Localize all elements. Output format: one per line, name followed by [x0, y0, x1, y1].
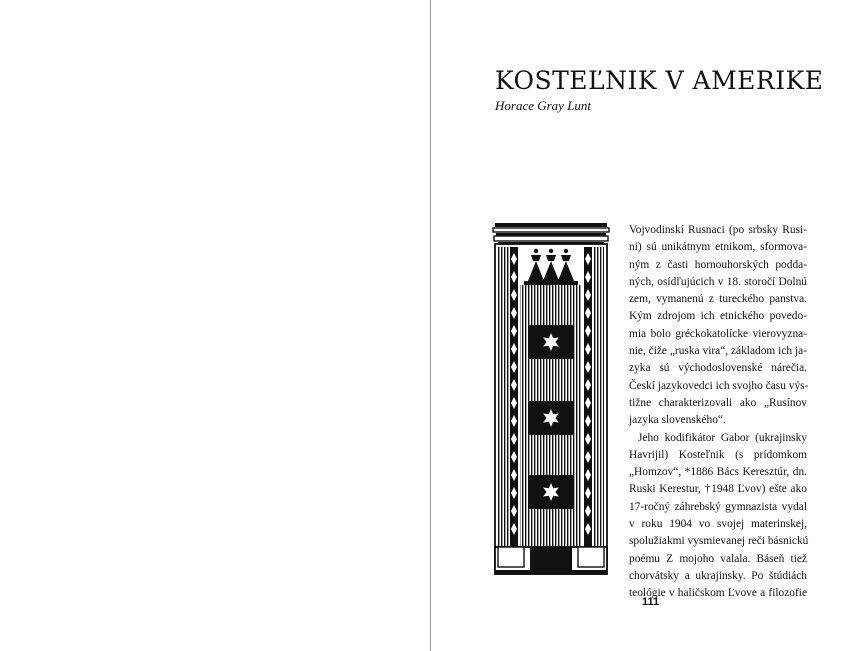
page-number: 111	[642, 596, 660, 608]
text-line: Havrijil) Kosteľnik (s prídomkom	[629, 448, 807, 461]
text-line: Jeho kodifikátor Gabor (ukrajinsky	[638, 431, 807, 444]
text-line: ni) sú unikátnym etnikom, sformova-	[629, 241, 807, 254]
text-line: zyka sú východoslovenské nárečia.	[629, 362, 807, 375]
text-line: Českí jazykovedci ich svojho času výs-	[629, 379, 809, 392]
body-text	[629, 222, 807, 603]
text-line: jazyka slovenského“.	[629, 414, 726, 427]
text-line: spolužiakmi vysmievanej reči básnickú	[629, 535, 809, 548]
text-line: v roku 1904 vo svojej materinskej,	[629, 518, 807, 531]
text-line: nie, čiže „ruska vira“, základom ich ja-	[629, 345, 807, 358]
text-line: Vojvodinskí Rusnaci (po srbsky Rusi-	[629, 224, 807, 236]
folk-ornament-illustration	[492, 221, 610, 575]
text-line: tižne charakterizovali ako „Rusínov	[629, 396, 807, 409]
text-line: 17-ročný záhrebský gymnazista vydal	[629, 500, 807, 513]
text-line: teológie v haličskom Ľvove a filozofie	[629, 587, 807, 600]
text-line: Ruski Kerestur, †1948 Ľvov) ešte ako	[629, 483, 807, 496]
text-line: „Homzov“, *1886 Bács Keresztúr, dn.	[629, 466, 807, 479]
text-line: Kým zdrojom ich etnického povedo-	[629, 310, 807, 323]
chapter-title: KOSTEĽNIK V AMERIKE	[495, 66, 824, 95]
chapter-author: Horace Gray Lunt	[495, 98, 592, 113]
text-line: ným z časti hornouhorských podda-	[629, 258, 807, 271]
text-line: poému Z mojoho valala. Báseň tiež	[629, 552, 807, 565]
text-line: chorvátsky a ukrajinsky. Po štúdiách	[629, 569, 807, 582]
text-line: ných, osídľujúcich v 18. storočí Dolnú	[629, 275, 807, 288]
left-page-blank	[0, 0, 431, 651]
text-line: mia bolo gréckokatolícke vierovyzna-	[629, 327, 807, 340]
right-page	[432, 0, 863, 651]
text-line: zem, vymanenú z tureckého panstva.	[629, 293, 807, 306]
